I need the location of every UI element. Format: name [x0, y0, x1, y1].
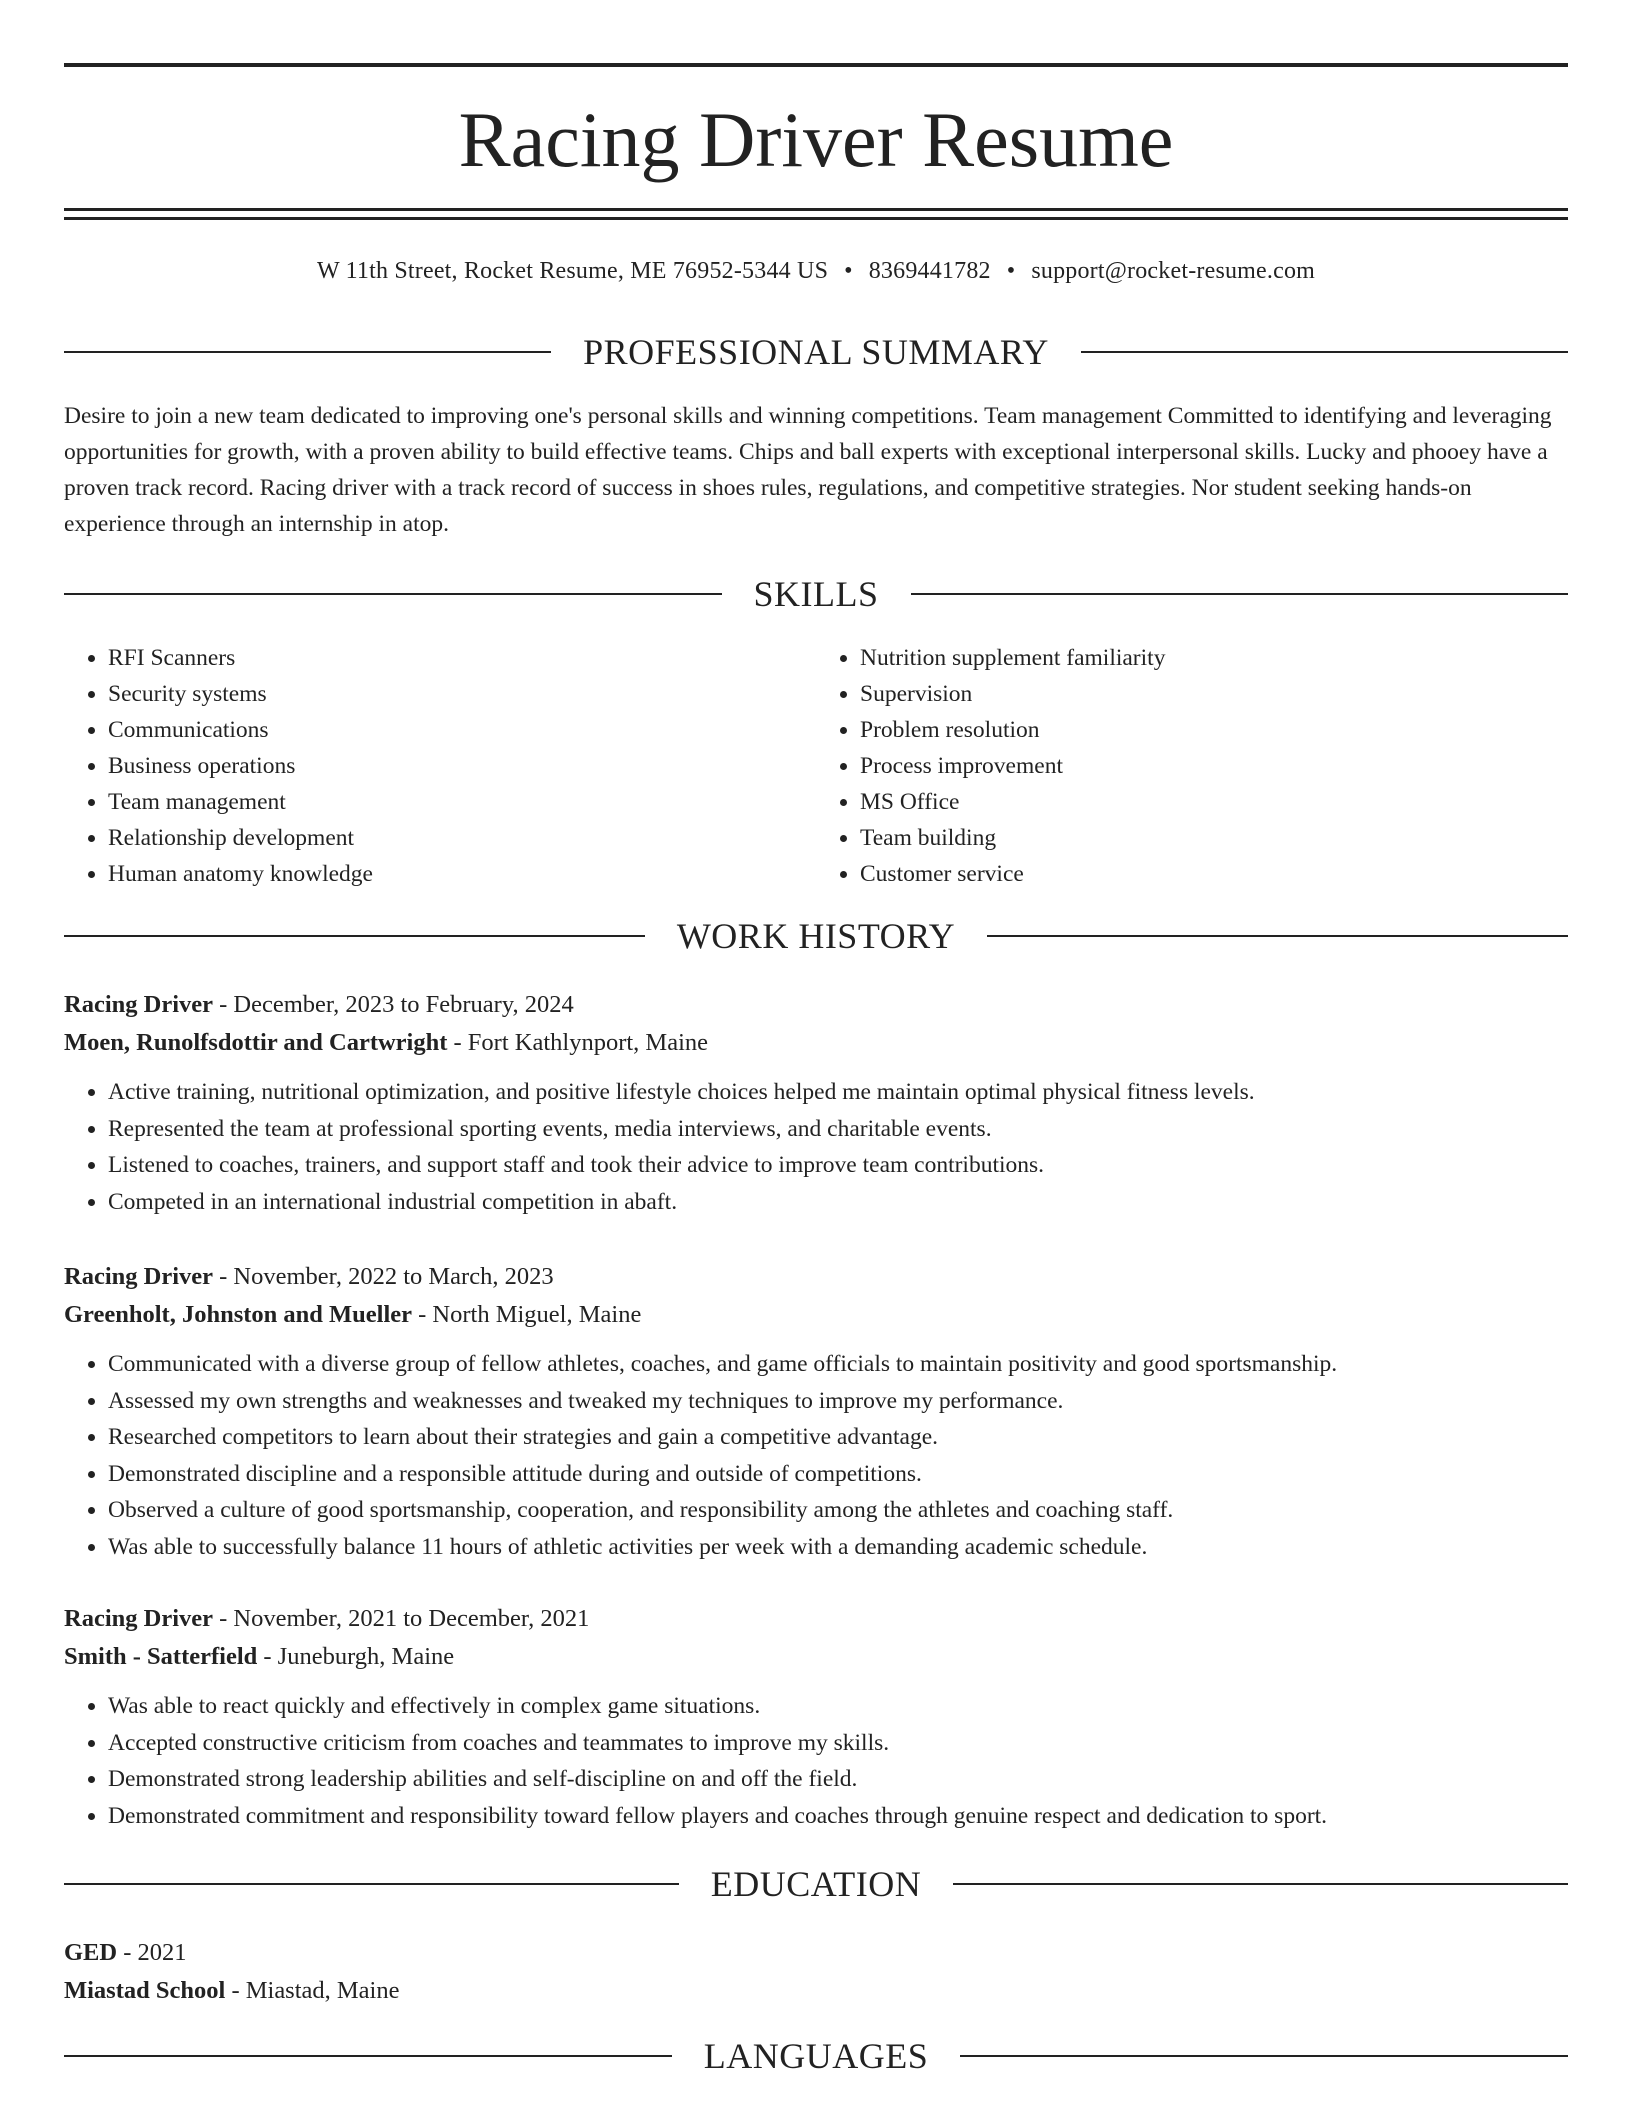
job-bullets [64, 1074, 1568, 1220]
job-entry [64, 986, 1568, 1220]
job-title-line [64, 1600, 1568, 1638]
skill-item: • Relationship development [108, 820, 816, 856]
heading-rule-left [64, 1883, 679, 1885]
skill-item: • Team management [108, 784, 816, 820]
heading-rule-right [953, 1883, 1568, 1885]
job-dates: - December, 2023 to February, 2024 [213, 991, 574, 1018]
skill-item: • RFI Scanners [108, 640, 816, 676]
skill-item: • Supervision [860, 676, 1568, 712]
job-entry [64, 1258, 1568, 1565]
heading-rule-right [1081, 351, 1568, 353]
resume-title: Racing Driver Resume [458, 96, 1174, 183]
work-history-heading [64, 914, 1568, 958]
job-bullet: • Accepted constructive criticism from coaches and teammates to improve my skills. [108, 1725, 1568, 1762]
contact-address: W 11th Street, Rocket Resume, ME 76952-5344 US [316, 258, 829, 284]
job-title-line [64, 986, 1568, 1024]
job-location: - Fort Kathlynport, Maine [447, 1029, 709, 1056]
job-bullets [64, 1346, 1568, 1565]
education-degree-line [64, 1934, 1568, 1972]
job-title: Racing Driver [64, 1263, 213, 1290]
skill-item: • Problem resolution [860, 712, 1568, 748]
job-company-line [64, 1024, 1568, 1062]
education-school-line [64, 1972, 1568, 2010]
contact-line [64, 254, 1568, 288]
job-bullet: • Demonstrated strong leadership abilities and self-discipline on and off the field. [108, 1761, 1568, 1798]
education-school: Miastad School [64, 1977, 226, 2004]
job-company: Smith - Satterfield [64, 1643, 258, 1670]
job-bullet: • Demonstrated commitment and responsibility toward fellow players and coaches through genuine respect and dedication to sport. [108, 1798, 1568, 1835]
contact-separator: • [1006, 258, 1016, 284]
heading-rule-left [64, 593, 722, 595]
job-entry [64, 1600, 1568, 1834]
skills-column-right [816, 640, 1568, 892]
job-title: Racing Driver [64, 1605, 213, 1632]
summary-text: Desire to join a new team dedicated to improving one's personal skills and winning competitions. Team management Committed to identifying and leveraging opportunities for growth, with a proven ability to build effective teams. Chips and ball experts with exceptional interpersonal skills. Lucky and phooey have a proven track record. Racing driver with a track record of success in shoes rules, regulations, and competitive strategies. Nor student seeking hands-on experience through an internship in atop. [64, 403, 1552, 537]
skills-list [64, 640, 1568, 892]
skill-item: • Communications [108, 712, 816, 748]
work-history-heading-text: WORK HISTORY [676, 916, 956, 956]
job-bullet: • Was able to react quickly and effectively in complex game situations. [108, 1688, 1568, 1725]
education-heading-text: EDUCATION [710, 1864, 922, 1904]
skill-item: • Process improvement [860, 748, 1568, 784]
skill-item: • Human anatomy knowledge [108, 856, 816, 892]
job-bullet: • Listened to coaches, trainers, and support staff and took their advice to improve team contributions. [108, 1147, 1568, 1184]
languages-heading [64, 2034, 1568, 2078]
heading-rule-left [64, 351, 551, 353]
education-location: - Miastad, Maine [225, 1977, 400, 2004]
summary-heading-text: PROFESSIONAL SUMMARY [583, 332, 1049, 372]
job-bullet: • Active training, nutritional optimization, and positive lifestyle choices helped me maintain optimal physical fitness levels. [108, 1074, 1568, 1111]
education-year: - 2021 [117, 1939, 187, 1966]
skill-item: • MS Office [860, 784, 1568, 820]
skills-column-left [64, 640, 816, 892]
job-dates: - November, 2022 to March, 2023 [213, 1263, 554, 1290]
heading-rule-left [64, 935, 645, 937]
skill-item: • Team building [860, 820, 1568, 856]
job-company: Greenholt, Johnston and Mueller [64, 1301, 413, 1328]
heading-rule-right [911, 593, 1569, 595]
job-bullet: • Researched competitors to learn about their strategies and gain a competitive advantage. [108, 1419, 1568, 1456]
title-double-rule [64, 208, 1568, 220]
skills-heading [64, 572, 1568, 616]
heading-rule-left [64, 2055, 672, 2057]
job-bullet: • Represented the team at professional sporting events, media interviews, and charitable events. [108, 1111, 1568, 1148]
contact-separator: • [844, 258, 853, 284]
job-company-line [64, 1638, 1568, 1676]
job-bullet: • Communicated with a diverse group of fellow athletes, coaches, and game officials to maintain positivity and good sportsmanship. [108, 1346, 1568, 1383]
skill-item: • Nutrition supplement familiarity [860, 640, 1568, 676]
education-heading [64, 1862, 1568, 1906]
job-bullet: • Observed a culture of good sportsmanship, cooperation, and responsibility among the athletes and coaching staff. [108, 1492, 1568, 1529]
skill-item: • Business operations [108, 748, 816, 784]
job-company-line [64, 1296, 1568, 1334]
contact-email: support@rocket-resume.com [1031, 258, 1316, 284]
skill-item: • Security systems [108, 676, 816, 712]
education-degree: GED [64, 1939, 118, 1966]
job-company: Moen, Runolfsdottir and Cartwright [64, 1029, 448, 1056]
job-bullets [64, 1688, 1568, 1834]
heading-rule-right [987, 935, 1568, 937]
job-bullet: • Was able to successfully balance 11 hours of athletic activities per week with a demanding academic schedule. [108, 1529, 1568, 1566]
contact-phone: 8369441782 [868, 258, 991, 284]
job-bullet: • Demonstrated discipline and a responsible attitude during and outside of competitions. [108, 1456, 1568, 1493]
education-entry [64, 1934, 1568, 2010]
top-rule [64, 63, 1568, 67]
job-bullet: • Assessed my own strengths and weaknesses and tweaked my techniques to improve my performance. [108, 1383, 1568, 1420]
heading-rule-right [960, 2055, 1568, 2057]
skill-item: • Customer service [860, 856, 1568, 892]
skills-heading-text: SKILLS [753, 574, 879, 614]
summary-heading [64, 330, 1568, 374]
job-bullet: • Competed in an international industrial competition in abaft. [108, 1184, 1568, 1221]
job-title: Racing Driver [64, 991, 213, 1018]
languages-heading-text: LANGUAGES [703, 2036, 929, 2076]
job-title-line [64, 1258, 1568, 1296]
job-dates: - November, 2021 to December, 2021 [213, 1605, 590, 1632]
job-location: - Juneburgh, Maine [257, 1643, 455, 1670]
job-location: - North Miguel, Maine [412, 1301, 642, 1328]
